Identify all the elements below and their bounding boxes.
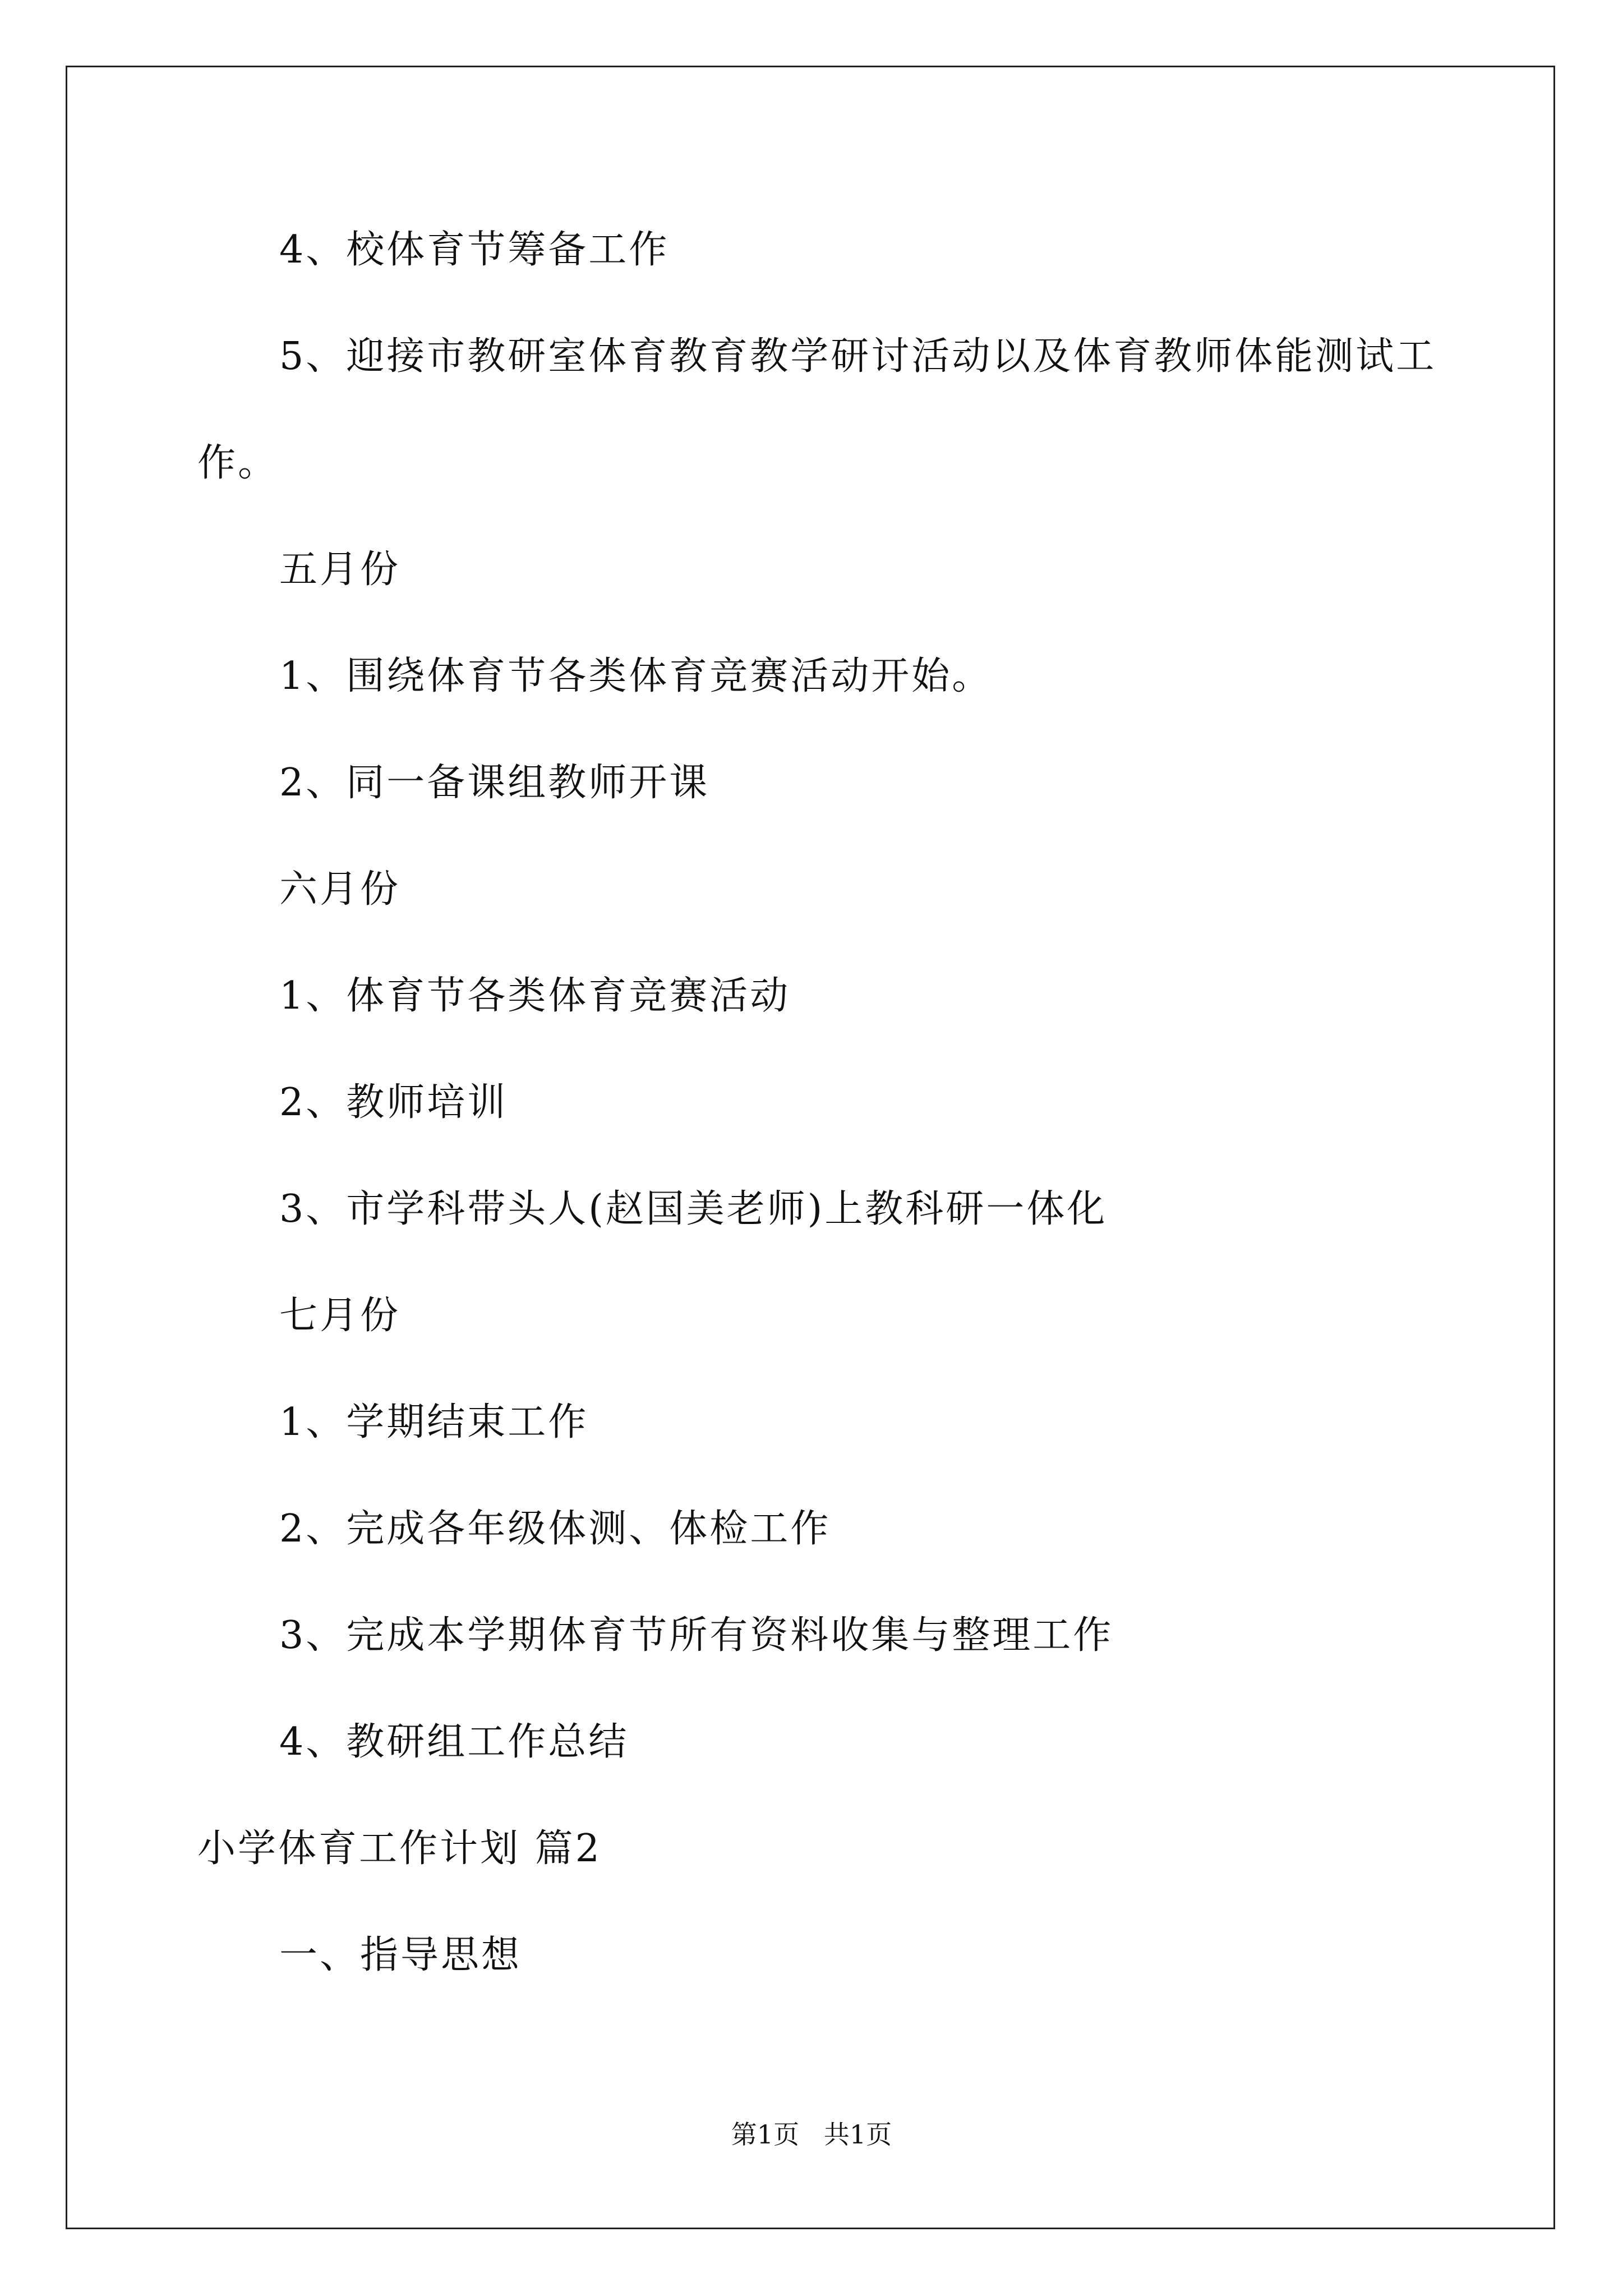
text-line-13: 2、完成各年级体测、体检工作 bbox=[279, 1507, 831, 1551]
section-heading-may: 五月份 bbox=[279, 547, 401, 592]
page-border bbox=[66, 66, 1555, 2229]
text-line-10: 3、市学科带头人(赵国美老师)上教科研一体化 bbox=[279, 1187, 1108, 1231]
text-line-9: 2、教师培训 bbox=[279, 1080, 508, 1125]
text-line-2: 5、迎接市教研室体育教育教学研讨活动以及体育教师体能测试工 bbox=[279, 334, 1437, 379]
text-line-12: 1、学期结束工作 bbox=[279, 1400, 589, 1444]
text-line-8: 1、体育节各类体育竞赛活动 bbox=[279, 974, 791, 1018]
text-line-6: 2、同一备课组教师开课 bbox=[279, 761, 710, 805]
text-line-15: 4、教研组工作总结 bbox=[279, 1720, 629, 1764]
text-line-14: 3、完成本学期体育节所有资料收集与整理工作 bbox=[279, 1613, 1114, 1658]
page-footer: 第1页 共1页 bbox=[731, 2119, 892, 2150]
text-line-1: 4、校体育节筹备工作 bbox=[279, 228, 670, 272]
text-line-3: 作。 bbox=[197, 441, 279, 485]
section-heading-july: 七月份 bbox=[279, 1294, 401, 1338]
document-title: 小学体育工作计划 篇2 bbox=[197, 1826, 602, 1871]
section-heading-guiding-thought: 一、指导思想 bbox=[279, 1933, 522, 1977]
section-heading-june: 六月份 bbox=[279, 867, 401, 912]
text-line-5: 1、围绕体育节各类体育竞赛活动开始。 bbox=[279, 654, 993, 698]
